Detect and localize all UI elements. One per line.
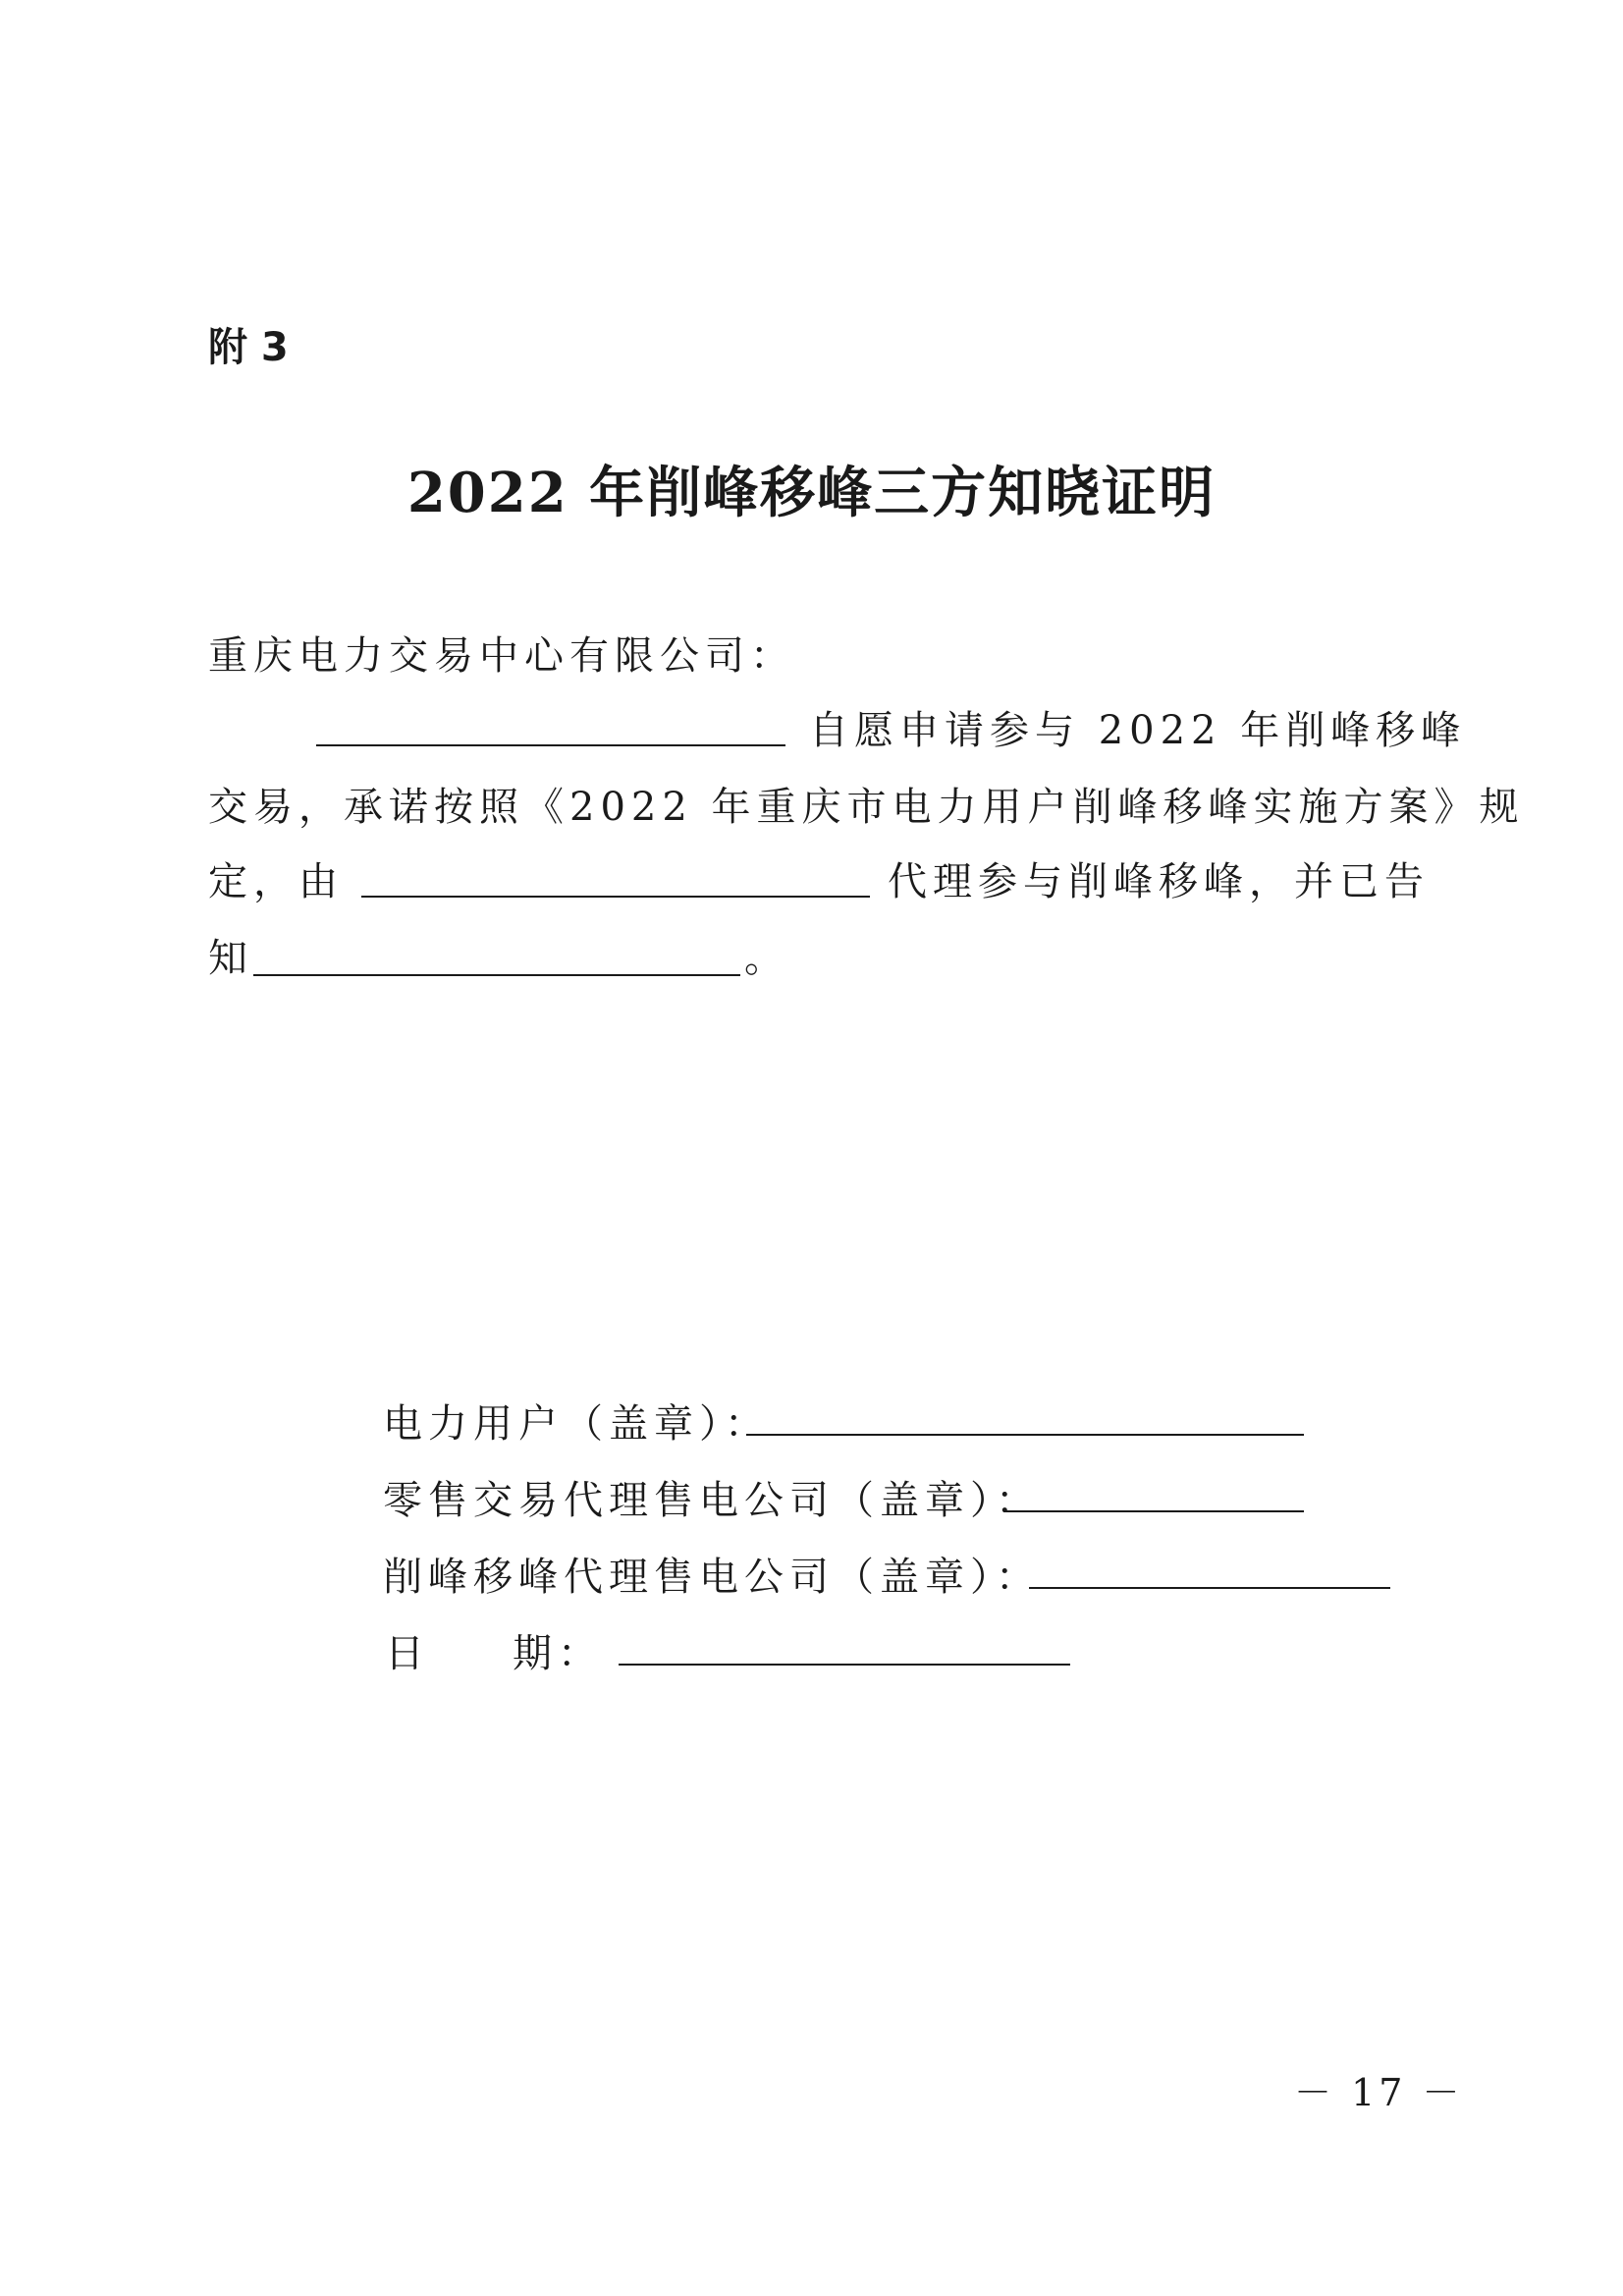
page-number: － 17 － <box>1294 2071 1464 2114</box>
notified-party-blank[interactable] <box>253 974 740 976</box>
power-user-seal-label: 电力用户（盖章）： <box>383 1401 770 1447</box>
date-label-part-2: 期： <box>513 1631 603 1676</box>
applicant-blank[interactable] <box>316 744 785 746</box>
body-line-1: 自愿申请参与 2022 年削峰移峰 <box>809 708 1467 753</box>
date-blank[interactable] <box>619 1664 1070 1666</box>
body-line-3-head: 定，由 <box>208 859 344 904</box>
power-user-seal-blank[interactable] <box>746 1434 1304 1436</box>
retail-agent-seal-label: 零售交易代理售电公司（盖章）： <box>383 1478 1041 1523</box>
body-line-4-tail: 。 <box>744 936 789 981</box>
body-line-2: 交易，承诺按照《2022 年重庆市电力用户削峰移峰实施方案》规 <box>208 785 1525 830</box>
body-line-3-tail: 代理参与削峰移峰，并已告 <box>888 859 1430 904</box>
agent-blank[interactable] <box>361 896 870 898</box>
date-label-part-1: 日 <box>385 1631 430 1676</box>
retail-agent-seal-blank[interactable] <box>1003 1510 1304 1512</box>
peak-agent-seal-label: 削峰移峰代理售电公司（盖章）： <box>383 1555 1041 1600</box>
peak-agent-seal-blank[interactable] <box>1029 1587 1390 1589</box>
attachment-label: 附 3 <box>208 325 289 370</box>
document-title: 2022 年削峰移峰三方知晓证明 <box>406 461 1217 525</box>
body-line-4-head: 知 <box>208 936 253 981</box>
salutation: 重庆电力交易中心有限公司： <box>208 633 795 679</box>
